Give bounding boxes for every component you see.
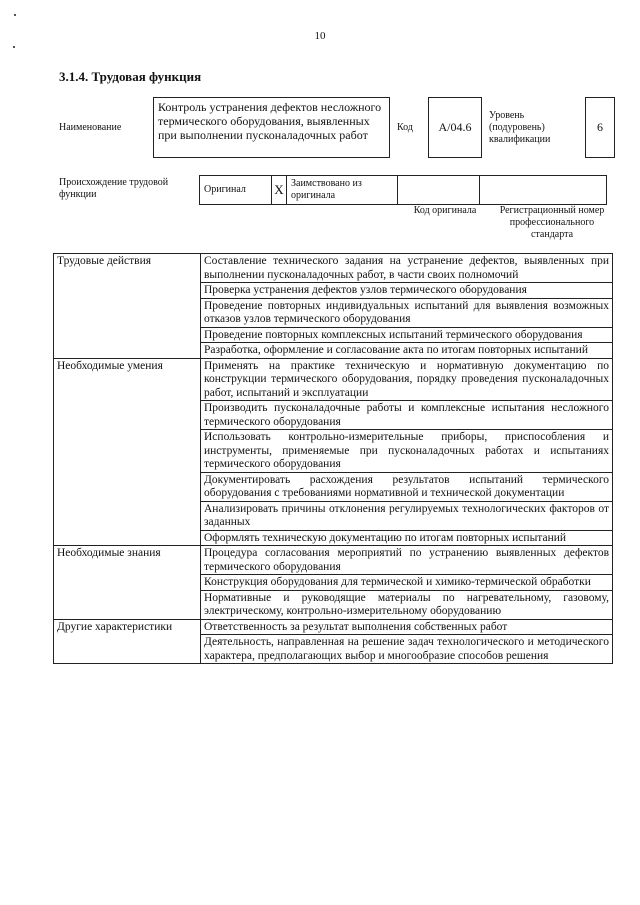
description-cell: Анализировать причины отклонения регулируемых технологических факторов от заданных <box>201 501 613 530</box>
page-number: 10 <box>314 30 326 42</box>
origin-table <box>199 175 607 205</box>
category-cell: Трудовые действия <box>54 254 201 359</box>
description-cell: Производить пусконаладочные работы и комплексные испытания несложного термического оборудования <box>201 401 613 430</box>
reg-number-cell <box>480 176 607 205</box>
description-cell: Использовать контрольно-измерительные приборы, приспособления и инструменты, применяемые при пусконаладочных работах и испытаниях термического оборудования <box>201 430 613 473</box>
category-cell: Другие характеристики <box>54 619 201 664</box>
function-details-table <box>53 253 613 664</box>
description-cell: Нормативные и руководящие материалы по нагревательному, газовому, электрическому, контрольно-измерительному оборудованию <box>201 590 613 619</box>
description-cell: Применять на практике техническую и нормативную документацию по конструкции термического оборудования, порядку проведения пусконаладочных работ, испытаний и эксплуатации <box>201 358 613 401</box>
table-row <box>54 358 613 401</box>
description-cell: Проверка устранения дефектов узлов термического оборудования <box>201 283 613 299</box>
name-label: Наименование <box>59 122 122 133</box>
function-details-body <box>54 254 613 664</box>
description-cell: Процедура согласования мероприятий по устранению выявленных дефектов термического оборудования <box>201 546 613 575</box>
origin-label: Происхождение трудовой функции <box>59 177 169 200</box>
original-label: Оригинал <box>204 184 246 195</box>
function-name-box <box>153 97 390 158</box>
scan-mark <box>14 14 16 16</box>
borrowed-label: Заимствовано из оригинала <box>291 178 362 201</box>
table-row <box>54 546 613 575</box>
description-cell: Проведение повторных индивидуальных испытаний для выявления возможных отказов узлов термического оборудования <box>201 298 613 327</box>
description-cell: Оформлять техническую документацию по итогам повторных испытаний <box>201 530 613 546</box>
code-original-cell <box>398 176 480 205</box>
section-title: 3.1.4. Трудовая функция <box>59 69 202 84</box>
description-cell: Проведение повторных комплексных испытаний термического оборудования <box>201 327 613 343</box>
level-label: Уровень (подуровень) квалификации <box>489 110 551 145</box>
original-cell <box>200 176 272 205</box>
code-label: Код <box>397 122 413 133</box>
code-box <box>428 97 482 158</box>
level-box <box>585 97 615 158</box>
code-original-caption: Код оригинала <box>413 205 477 216</box>
description-cell: Составление технического задания на устранение дефектов, выявленных при выполнении пусконаладочных работ, в части своих полномочий <box>201 254 613 283</box>
description-cell: Разработка, оформление и согласование акта по итогам повторных испытаний <box>201 343 613 359</box>
description-cell: Конструкция оборудования для термической и химико-термической обработки <box>201 575 613 591</box>
category-cell: Необходимые знания <box>54 546 201 620</box>
original-mark: X <box>274 182 284 197</box>
reg-number-caption: Регистрационный номер профессионального стандарта <box>499 205 605 240</box>
table-row <box>54 619 613 635</box>
code-value: А/04.6 <box>438 120 472 134</box>
category-cell: Необходимые умения <box>54 358 201 546</box>
description-cell: Документировать расхождения результатов испытаний термического оборудования с требованиями нормативной и технической документации <box>201 472 613 501</box>
description-cell: Ответственность за результат выполнения собственных работ <box>201 619 613 635</box>
description-cell: Деятельность, направленная на решение задач технологического и методического характера, предполагающих выбор и многообразие способов решения <box>201 635 613 664</box>
original-mark-cell <box>272 176 287 205</box>
scan-mark <box>13 46 15 48</box>
function-name: Контроль устранения дефектов несложного термического оборудования, выявленных при выполнении пусконаладочных работ <box>158 100 382 142</box>
level-value: 6 <box>597 120 603 134</box>
table-row <box>54 254 613 283</box>
borrowed-cell <box>287 176 398 205</box>
